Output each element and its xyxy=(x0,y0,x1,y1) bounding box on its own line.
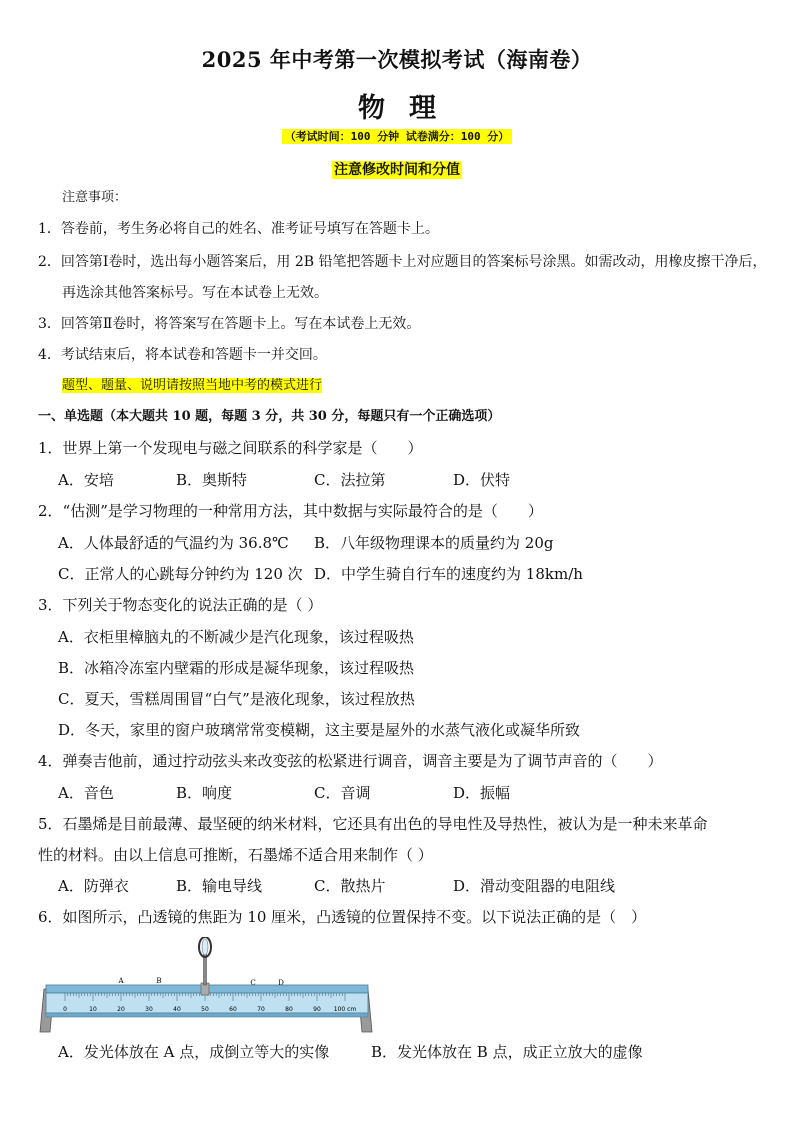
edit-notice-text: 注意修改时间和分值 xyxy=(334,162,460,178)
scale-label-30: 30 xyxy=(145,1006,153,1013)
q5-option-d: D．滑动变阻器的电阻线 xyxy=(453,877,616,895)
question-1-stem: 1．世界上第一个发现电与磁之间联系的科学家是（ ） xyxy=(38,439,423,457)
q1-option-c: C．法拉第 xyxy=(314,471,386,489)
q3-option-d: D．冬天，家里的窗户玻璃常常变模糊，这主要是屋外的水蒸气液化或凝华所致 xyxy=(58,721,581,739)
q5-option-b: B．输电导线 xyxy=(176,877,263,895)
q1-option-d: D．伏特 xyxy=(453,471,511,489)
point-label-b: B xyxy=(156,977,162,985)
instructions-heading: 注意事项： xyxy=(62,190,128,205)
instruction-item-2-cont: 再选涂其他答案标号。写在本试卷上无效。 xyxy=(62,285,328,301)
q2-option-b: B．八年级物理课本的质量约为 20g xyxy=(314,534,554,552)
exam-title: 2025 年中考第一次模拟考试（海南卷） xyxy=(201,47,593,72)
scale-label-50: 50 xyxy=(201,1006,209,1013)
q6-option-a: A．发光体放在 A 点，成倒立等大的实像 xyxy=(58,1043,330,1061)
q4-option-d: D．振幅 xyxy=(453,784,511,802)
scale-label-70: 70 xyxy=(257,1006,265,1013)
point-label-a: A xyxy=(118,977,124,985)
q3-option-c: C．夏天，雪糕周围冒“白气”是液化现象，该过程放热 xyxy=(58,690,415,708)
instruction-item-4: 4．考试结束后，将本试卷和答题卡一并交回。 xyxy=(38,347,327,363)
question-2-options-row1 xyxy=(58,533,738,553)
q1-option-a: A．安培 xyxy=(58,471,114,489)
section-heading: 一、单选题（本大题共 10 题，每题 3 分，共 30 分，每题只有一个正确选项） xyxy=(38,409,501,424)
scale-label-20: 20 xyxy=(117,1006,125,1013)
q6-option-b: B．发光体放在 B 点，成正立放大的虚像 xyxy=(371,1043,643,1061)
scale-label-100: 100 cm xyxy=(333,1006,357,1013)
question-5-stem-line1: 5．石墨烯是目前最薄、最坚硬的纳米材料，它还具有出色的导电性及导热性，被认为是一种未来革命 xyxy=(38,815,708,833)
q2-option-d: D．中学生骑自行车的速度约为 18km/h xyxy=(314,565,583,583)
scale-label-40: 40 xyxy=(173,1006,181,1013)
scale-label-80: 80 xyxy=(285,1006,293,1013)
q4-option-c: C．音调 xyxy=(314,784,371,802)
question-5-options xyxy=(58,876,698,896)
question-5-stem-line2: 性的材料。由以上信息可推断，石墨烯不适合用来制作（ ） xyxy=(38,846,433,864)
question-6-options xyxy=(58,1042,738,1062)
rail-bottom xyxy=(46,1013,368,1017)
question-2-options-row2 xyxy=(58,564,738,584)
q3-option-b: B．冰箱冷冻室内壁霜的形成是凝华现象，该过程吸热 xyxy=(58,659,415,677)
q2-option-a: A．人体最舒适的气温约为 36.8℃ xyxy=(58,534,289,552)
instruction-item-2: 2．回答第Ⅰ卷时，选出每小题答案后，用 2B 铅笔把答题卡上对应题目的答案标号涂黑。如需改动，用橡皮擦干净后， xyxy=(38,254,767,270)
q5-option-c: C．散热片 xyxy=(314,877,386,895)
q5-option-a: A．防弹衣 xyxy=(58,877,129,895)
question-3-stem: 3．下列关于物态变化的说法正确的是（ ） xyxy=(38,596,323,614)
exam-info-text: （考试时间：100 分钟 试卷满分：100 分） xyxy=(282,129,513,144)
exam-info xyxy=(0,128,794,144)
question-1-options xyxy=(58,470,658,490)
q1-option-b: B．奥斯特 xyxy=(176,471,248,489)
point-label-d: D xyxy=(278,979,284,987)
edit-notice xyxy=(0,159,794,179)
format-note xyxy=(62,376,322,396)
optical-bench-diagram xyxy=(38,937,378,1037)
subject-title: 物理 xyxy=(358,93,460,124)
instruction-item-3: 3．回答第Ⅱ卷时，将答案写在答题卡上。写在本试卷上无效。 xyxy=(38,316,421,332)
scale-label-10: 10 xyxy=(89,1006,97,1013)
question-6-stem: 6．如图所示，凸透镜的焦距为 10 厘米，凸透镜的位置保持不变。以下说法正确的是（ ） xyxy=(38,908,647,926)
question-2-stem: 2．“估测”是学习物理的一种常用方法，其中数据与实际最符合的是（ ） xyxy=(38,502,543,520)
question-4-stem: 4．弹奏吉他前，通过拧动弦头来改变弦的松紧进行调音，调音主要是为了调节声音的（ ） xyxy=(38,752,663,770)
q3-option-a: A．衣柜里樟脑丸的不断减少是汽化现象，该过程吸热 xyxy=(58,628,414,646)
scale-label-60: 60 xyxy=(229,1006,237,1013)
q2-option-c: C．正常人的心跳每分钟约为 120 次 xyxy=(58,565,303,583)
lens-glass xyxy=(202,939,208,955)
question-4-options xyxy=(58,783,658,803)
instruction-item-1: 1．答卷前，考生务必将自己的姓名、准考证号填写在答题卡上。 xyxy=(38,221,439,237)
format-note-text: 题型、题量、说明请按照当地中考的模式进行 xyxy=(62,378,323,393)
scale-label-0: 0 xyxy=(63,1006,67,1013)
q4-option-b: B．响度 xyxy=(176,784,233,802)
point-label-c: C xyxy=(250,979,256,987)
scale-label-90: 90 xyxy=(313,1006,321,1013)
q4-option-a: A．音色 xyxy=(58,784,114,802)
